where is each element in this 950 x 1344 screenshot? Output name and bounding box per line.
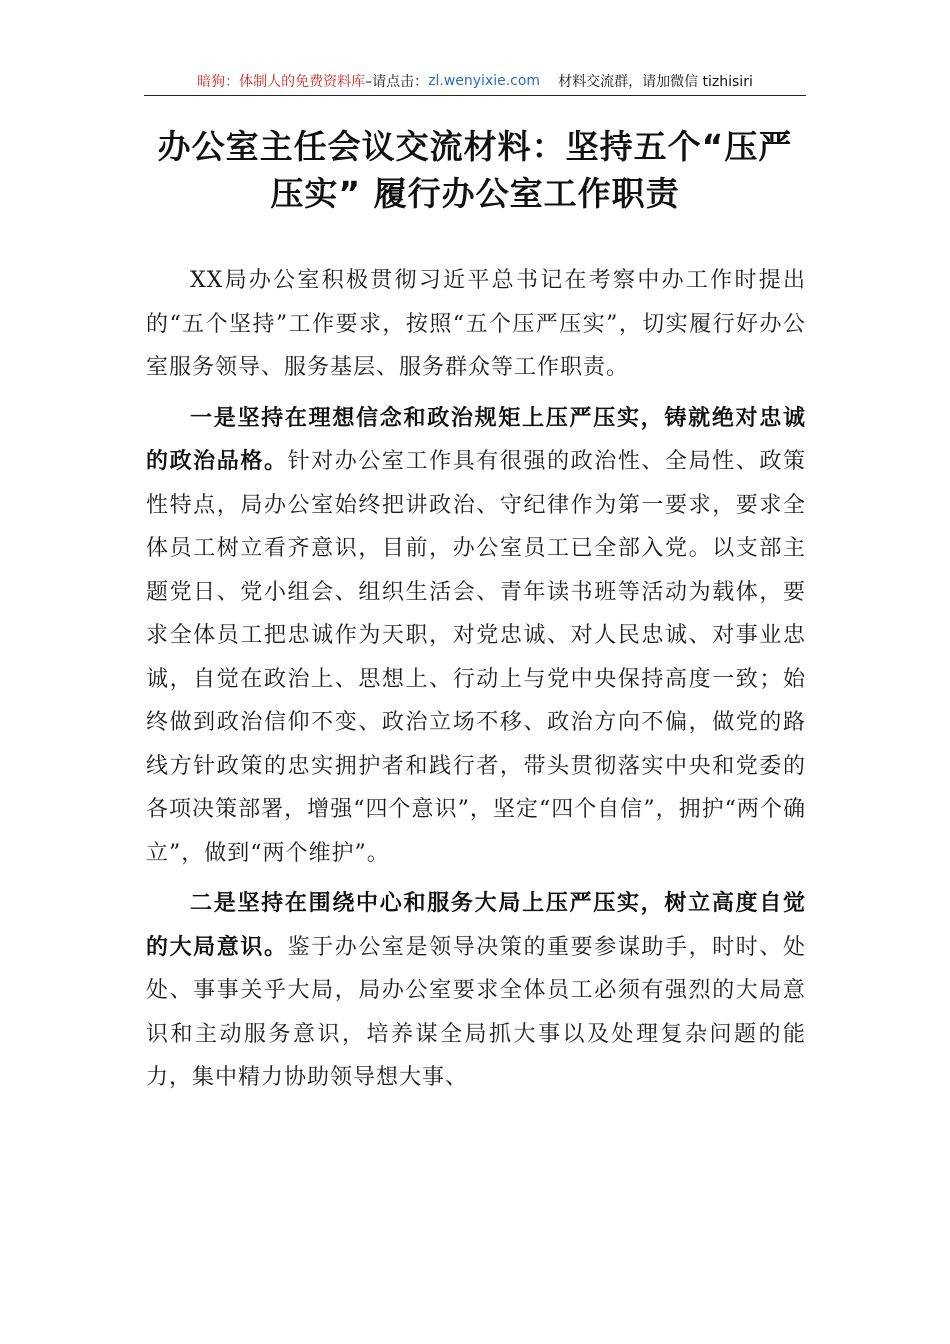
section-1-body: 针对办公室工作具有很强的政治性、全局性、政策性特点，局办公室始终把讲政治、守纪律作为第一要求，要求全体员工树立看齐意识，目前，办公室员工已全部入党。以支部主题党日、党小组会、组织生活会、青年读书班等活动为载体，要求全体员工把忠诚作为天职，对党忠诚、对人民忠诚、对事业忠诚，自觉在政治上、思想上、行动上与党中央保持高度一致；始终做到政治信仰不变、政治立场不移、政治方向不偏，做党的路线方针政策的忠实拥护者和践行者，带头贯彻落实中央和党委的各项决策部署，增强“四个意识”，坚定“四个自信”，拥护“两个确立”，做到“两个维护”。 [146,449,806,866]
section-1-paragraph [146,397,806,876]
section-1-heading: 一是坚持在理想信念和政治规矩上压严压实，铸就绝对忠诚的政治品格。 [146,405,806,474]
header-group-info: 材料交流群，请加微信 tizhisiri [558,73,753,90]
header-bar [144,66,806,96]
document-body [146,259,806,1107]
section-2-paragraph [146,882,806,1100]
document-title: 办公室主任会议交流材料：坚持五个“压严压实” 履行办公室工作职责 [157,127,793,213]
header-url-link[interactable]: zl.wenyixie.com [428,72,541,89]
section-2-heading: 二是坚持在围绕中心和服务大局上压严压实，树立高度自觉的大局意识。 [146,891,806,960]
header-site-name: 暗狗：体制人的免费资料库 [197,73,366,90]
intro-paragraph: XX局办公室积极贯彻习近平总书记在考察中办工作时提出的“五个坚持”工作要求，按照“五个压严压实”，切实履行好办公室服务领导、服务基层、服务群众等工作职责。 [146,268,806,380]
section-2-body: 鉴于办公室是领导决策的重要参谋助手，时时、处处、事事关乎大局，局办公室要求全体员工必须有强烈的大局意识和主动服务意识，培养谋全局抓大事以及处理复杂问题的能力，集中精力协助领导想大事、 [146,934,806,1090]
header-click-prompt: –请点击： [365,73,429,90]
